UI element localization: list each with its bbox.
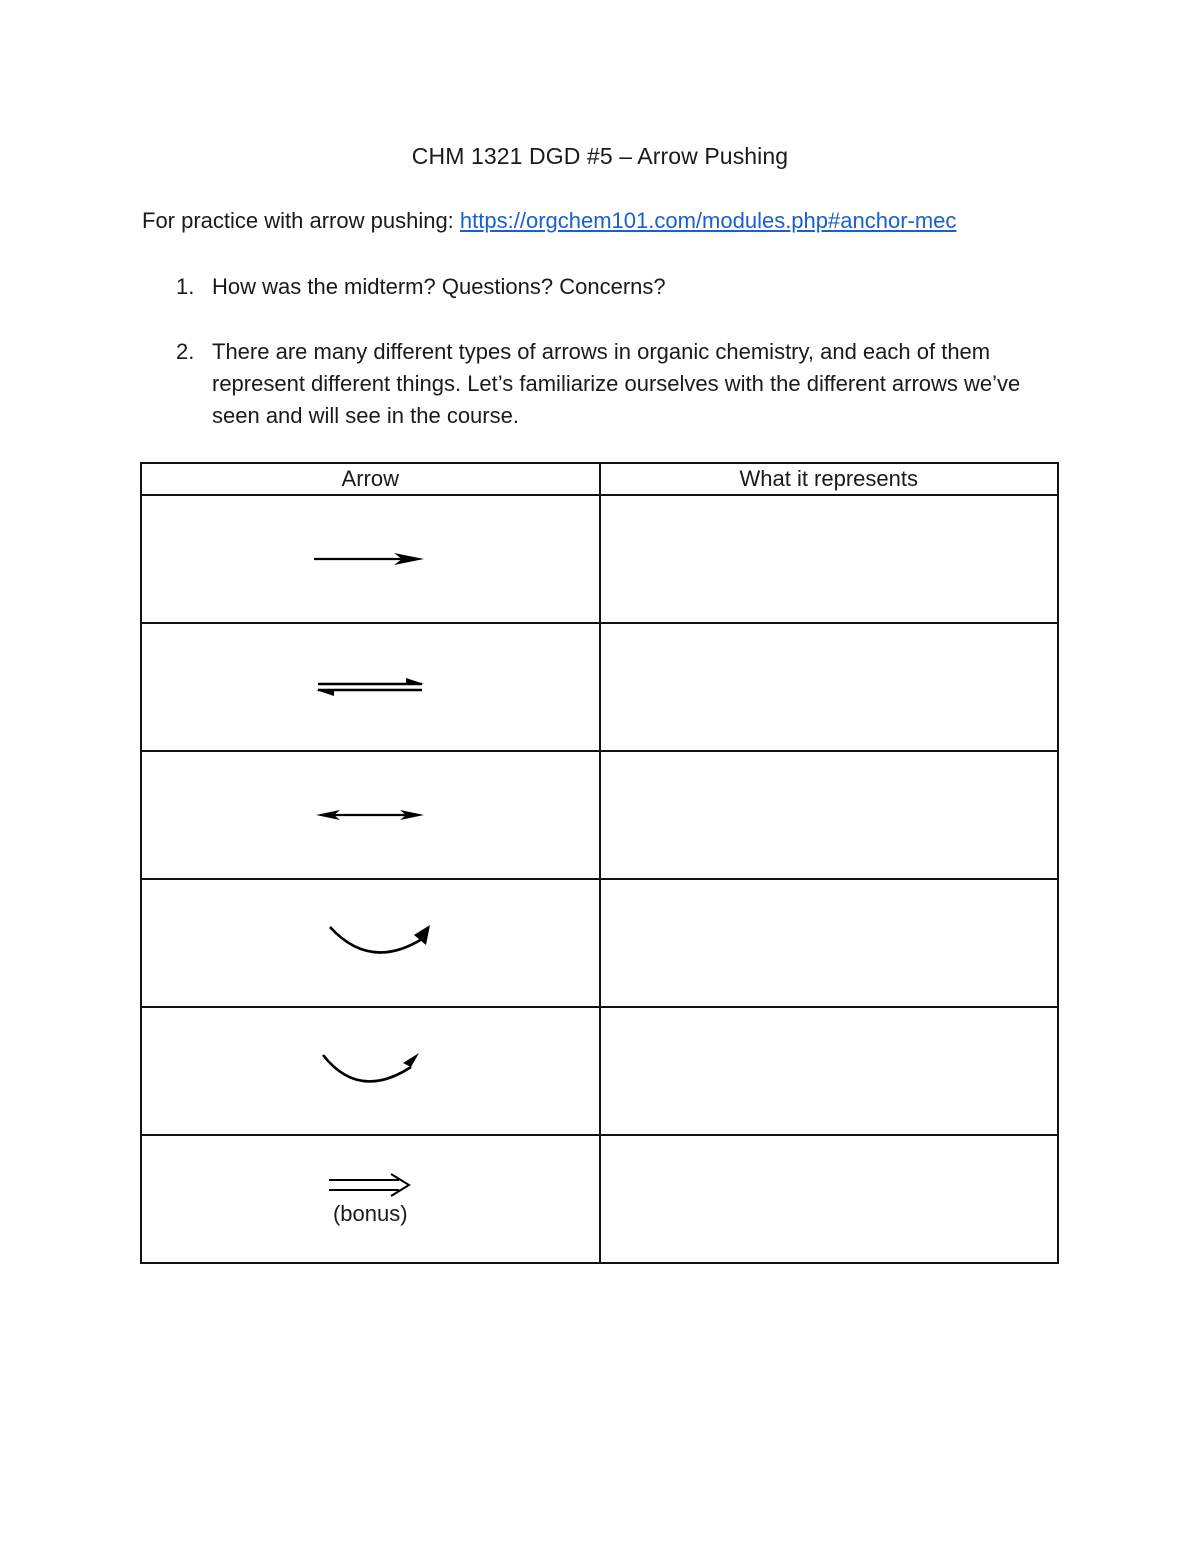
table-row: [141, 1007, 1058, 1135]
question-number: 1.: [176, 274, 195, 299]
resonance-arrow-icon: [310, 803, 430, 827]
retrosynthesis-arrow-icon: [325, 1171, 415, 1199]
reaction-arrow-icon: [310, 547, 430, 571]
practice-link[interactable]: https://orgchem101.com/modules.php#anchor-mec: [459, 208, 957, 233]
header-arrow: Arrow: [141, 463, 600, 495]
table-row: [141, 879, 1058, 1007]
arrow-cell: [141, 1135, 600, 1263]
bonus-label: (bonus): [332, 1201, 408, 1226]
table-row: [141, 495, 1058, 623]
question-text: There are many different types of arrows in organic chemistry, and each of them represent different things. Let’s familiarize ourselves with the different arrows we’ve seen and will see in the course.: [212, 339, 1021, 428]
question-1: [176, 271, 666, 303]
question-2: [176, 336, 1072, 432]
curved-half-arrow-icon: [315, 1049, 425, 1093]
practice-line: [142, 208, 956, 234]
answer-cell[interactable]: [600, 1135, 1059, 1263]
arrow-cell: [141, 495, 600, 623]
question-text: How was the midterm? Questions? Concerns?: [212, 274, 666, 299]
answer-cell[interactable]: [600, 623, 1059, 751]
curved-full-arrow-icon: [318, 921, 438, 965]
arrow-cell: [141, 751, 600, 879]
answer-cell[interactable]: [600, 495, 1059, 623]
practice-label: For practice with arrow pushing:: [142, 208, 454, 233]
answer-cell[interactable]: [600, 751, 1059, 879]
answer-cell[interactable]: [600, 879, 1059, 1007]
page-title: CHM 1321 DGD #5 – Arrow Pushing: [411, 143, 789, 169]
arrow-cell: [141, 1007, 600, 1135]
table-row: [141, 1135, 1058, 1263]
arrows-table: [140, 462, 1059, 1264]
table-row: [141, 623, 1058, 751]
arrow-cell: [141, 879, 600, 1007]
arrow-cell: [141, 623, 600, 751]
equilibrium-arrow-icon: [310, 675, 430, 699]
answer-cell[interactable]: [600, 1007, 1059, 1135]
table-row: [141, 751, 1058, 879]
header-represents: What it represents: [600, 463, 1059, 495]
question-number: 2.: [176, 339, 195, 364]
table-header-row: [141, 463, 1058, 495]
